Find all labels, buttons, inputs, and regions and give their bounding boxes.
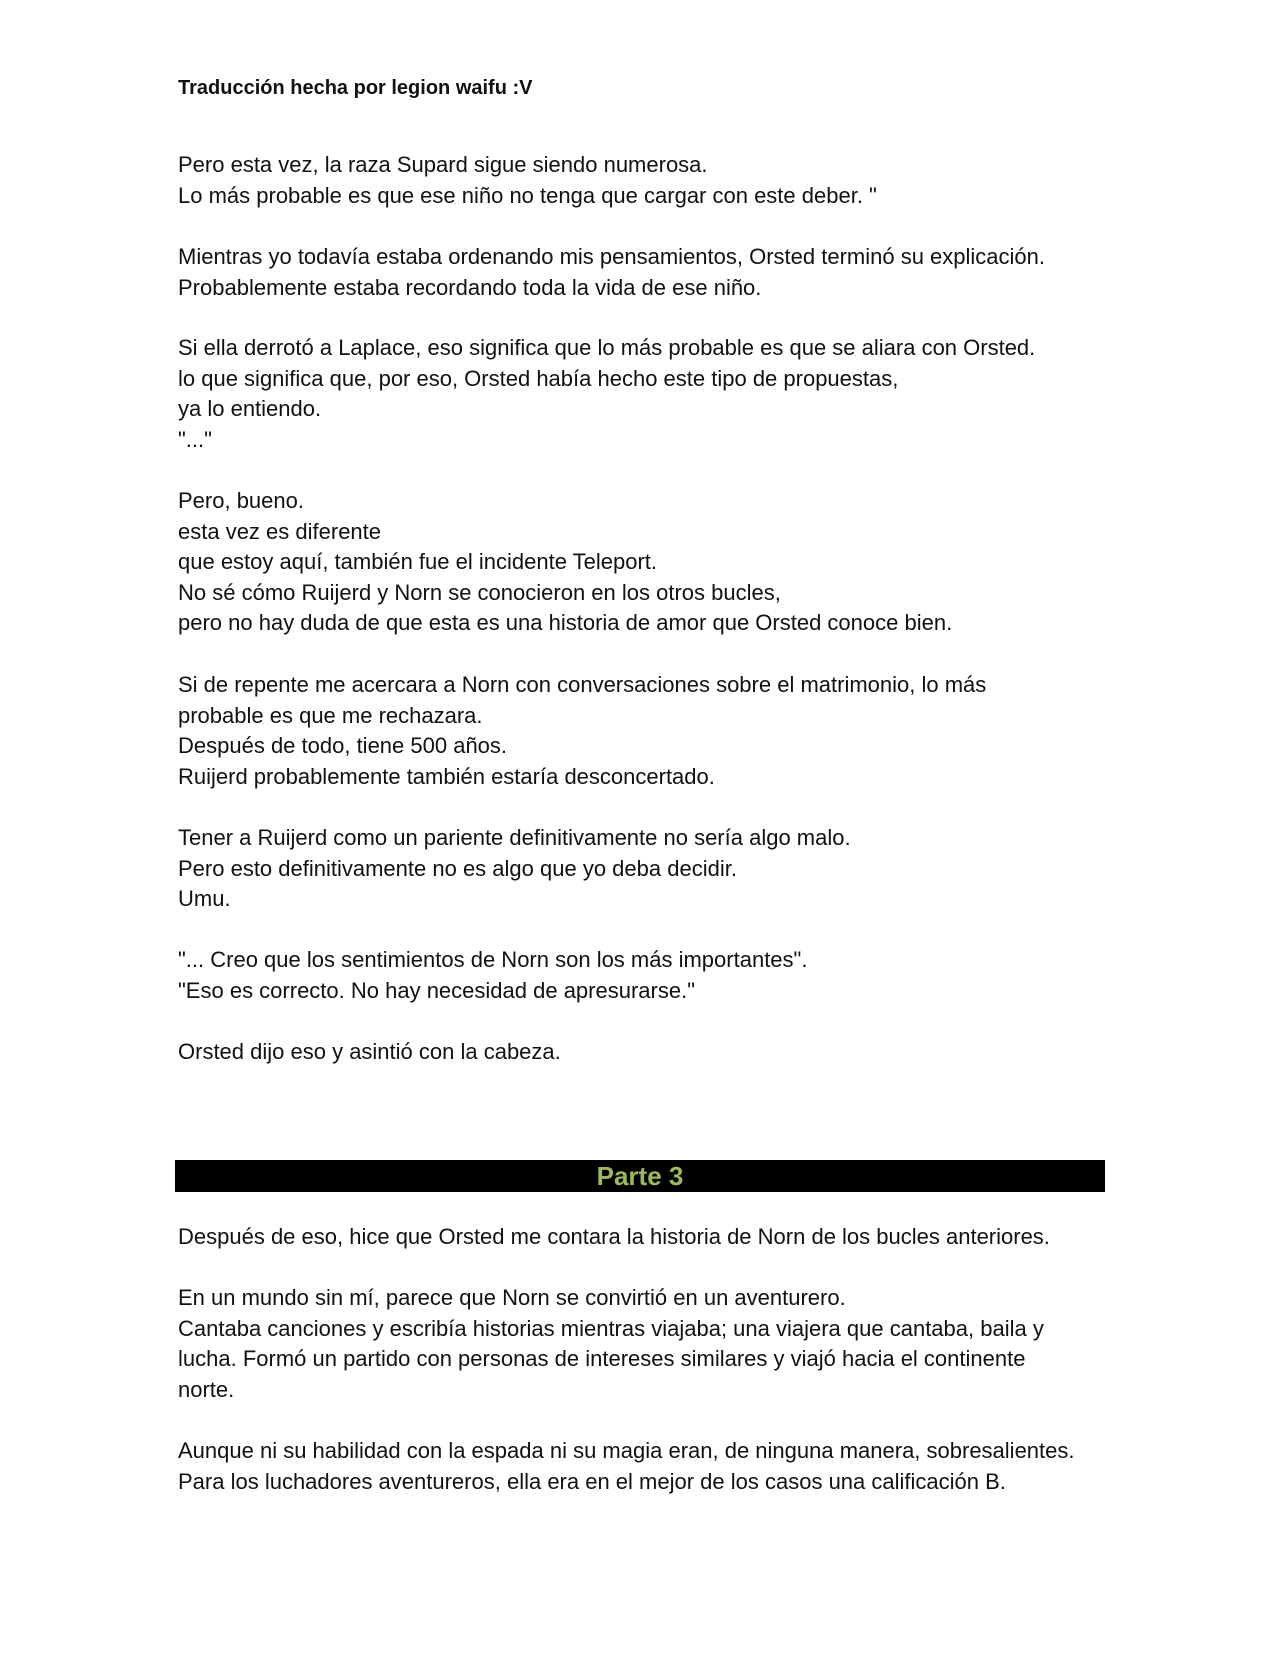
section-heading-bar xyxy=(175,1160,1105,1192)
paragraph xyxy=(178,1037,1108,1068)
text-line: Ruijerd probablemente también estaría desconcertado. xyxy=(178,763,715,789)
text-line: lucha. Formó un partido con personas de intereses similares y viajó hacia el continente xyxy=(178,1346,1026,1372)
text-line: Tener a Ruijerd como un pariente definitivamente no sería algo malo. xyxy=(178,825,851,850)
section-title: Parte 3 xyxy=(596,1161,684,1191)
text-line: Umu. xyxy=(178,886,231,912)
text-line: ya lo entiendo. xyxy=(178,396,322,422)
text-line: Cantaba canciones y escribía historias mientras viajaba; una viajera que cantaba, baila y xyxy=(178,1315,1044,1341)
paragraph xyxy=(178,945,1108,1006)
text-line: Pero esta vez, la raza Supard sigue siendo numerosa. xyxy=(178,152,708,177)
text-line: No sé cómo Ruijerd y Norn se conocieron en los otros bucles, xyxy=(178,579,781,605)
paragraph xyxy=(178,150,1108,211)
paragraph xyxy=(178,1436,1108,1497)
text-line: Para los luchadores aventureros, ella era en el mejor de los casos una calificación B. xyxy=(178,1468,1006,1494)
text-line: Aunque ni su habilidad con la espada ni su magia eran, de ninguna manera, sobresalientes. xyxy=(178,1438,1075,1463)
text-line: Pero esto definitivamente no es algo que yo deba decidir. xyxy=(178,855,737,881)
text-line: Lo más probable es que ese niño no tenga que cargar con este deber. " xyxy=(178,182,877,208)
paragraph xyxy=(178,1283,1108,1405)
text-line: Después de todo, tiene 500 años. xyxy=(178,733,508,759)
paragraph xyxy=(178,1222,1108,1253)
text-line: Si ella derrotó a Laplace, eso significa que lo más probable es que se aliara con Orsted. xyxy=(178,335,1036,360)
text-line: "Eso es correcto. No hay necesidad de apresurarse." xyxy=(178,977,695,1003)
text-line: Mientras yo todavía estaba ordenando mis pensamientos, Orsted terminó su explicación. xyxy=(178,244,1046,269)
text-line: Pero, bueno. xyxy=(178,488,304,513)
text-line: probable es que me rechazara. xyxy=(178,702,483,728)
text-line: En un mundo sin mí, parece que Norn se convirtió en un aventurero. xyxy=(178,1285,846,1310)
text-line: Si de repente me acercara a Norn con conversaciones sobre el matrimonio, lo más xyxy=(178,672,987,697)
text-line: pero no hay duda de que esta es una historia de amor que Orsted conoce bien. xyxy=(178,610,953,636)
text-line: Orsted dijo eso y asintió con la cabeza. xyxy=(178,1039,561,1064)
text-line: "..." xyxy=(178,426,212,452)
paragraph xyxy=(178,333,1108,455)
text-line: norte. xyxy=(178,1376,235,1402)
paragraph xyxy=(178,486,1108,639)
text-line: "... Creo que los sentimientos de Norn son los más importantes". xyxy=(178,947,808,972)
paragraph xyxy=(178,823,1108,915)
text-line: que estoy aquí, también fue el incidente Teleport. xyxy=(178,549,658,575)
translation-credit: Traducción hecha por legion waifu :V xyxy=(178,77,533,99)
paragraph xyxy=(178,242,1108,303)
text-line: esta vez es diferente xyxy=(178,518,382,544)
text-line: Después de eso, hice que Orsted me contara la historia de Norn de los bucles anteriores. xyxy=(178,1224,1050,1249)
text-line: lo que significa que, por eso, Orsted había hecho este tipo de propuestas, xyxy=(178,365,899,391)
text-line: Probablemente estaba recordando toda la vida de ese niño. xyxy=(178,274,762,300)
paragraph xyxy=(178,670,1108,792)
